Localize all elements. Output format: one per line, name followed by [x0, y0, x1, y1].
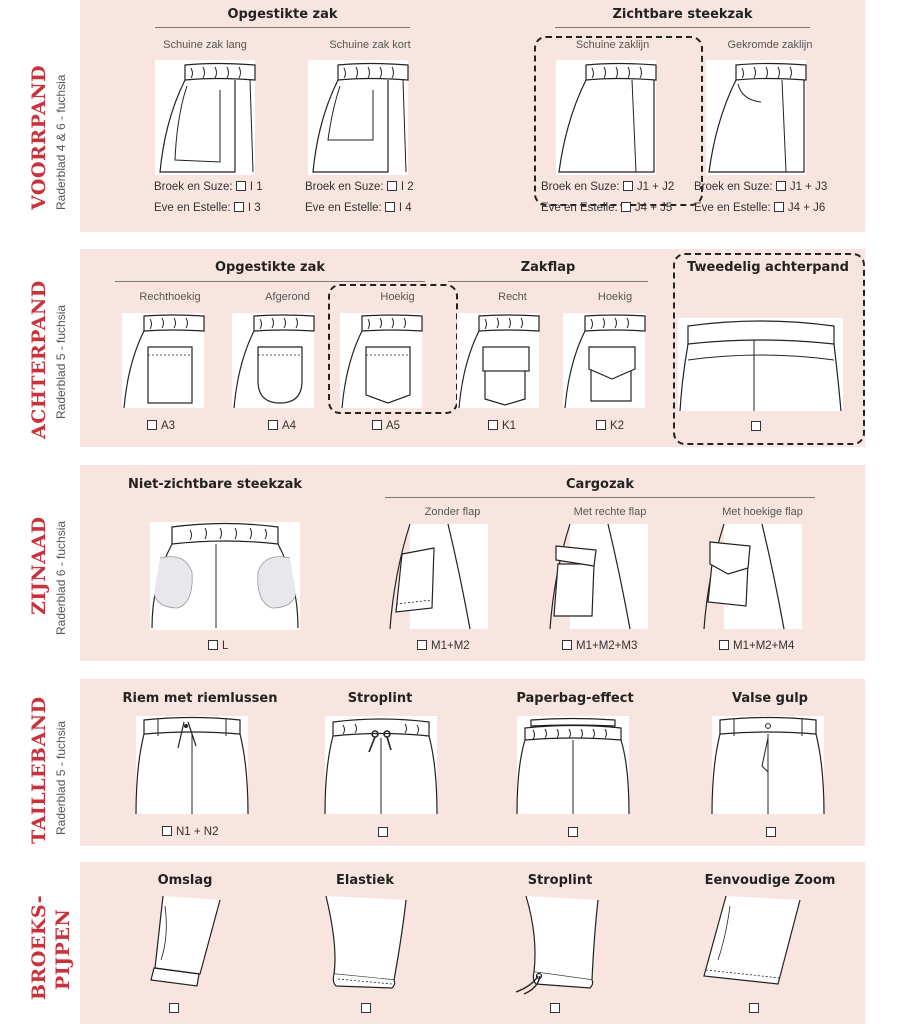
- broekspijpen-side-label: [28, 862, 80, 1024]
- zijnaad-side-label: [28, 465, 80, 661]
- option-label: Zonder flap: [424, 506, 481, 518]
- option-label: Rechthoekig: [139, 291, 201, 303]
- two-part-back-illustration: [678, 318, 843, 411]
- option-checkbox[interactable]: [719, 640, 729, 650]
- code-value: A3: [161, 420, 176, 432]
- achterpand-group2-title: Zakflap: [520, 260, 576, 275]
- back-flap-straight-illustration: [457, 313, 539, 408]
- code-value: J4 + J5: [634, 202, 673, 214]
- group-divider: [555, 27, 810, 28]
- front-pocket-long-illustration: [155, 60, 255, 175]
- paperbag-waist-illustration: [517, 716, 629, 814]
- code-value: A5: [386, 420, 401, 432]
- code-label: Broek en Suze:: [305, 181, 384, 193]
- option-checkbox[interactable]: [387, 181, 397, 191]
- option-checkbox[interactable]: [162, 826, 172, 836]
- option-code-line: [694, 202, 825, 214]
- option-label: Recht: [498, 291, 527, 303]
- option-checkbox[interactable]: [372, 420, 382, 430]
- tailleband-side-label: [28, 679, 80, 846]
- option-checkbox[interactable]: [774, 202, 784, 212]
- option-title: Valse gulp: [732, 691, 808, 706]
- voorpand-group2-title: Zichtbare steekzak: [612, 7, 753, 22]
- front-slanted-pocket-illustration: [556, 60, 656, 175]
- code-value: I 1: [249, 181, 263, 193]
- code-value: L: [222, 640, 229, 652]
- voorpand-title: VOORRPAND: [28, 64, 50, 210]
- code-value: I 4: [398, 202, 412, 214]
- code-label: Broek en Suze:: [541, 181, 620, 193]
- code-label: Broek en Suze:: [154, 181, 233, 193]
- broekspijpen-title-line2: PIJPEN: [52, 908, 74, 990]
- option-title: Stroplint: [347, 691, 413, 706]
- code-value: K2: [610, 420, 625, 432]
- option-title: Stroplint: [527, 873, 593, 888]
- option-code-line: [147, 420, 175, 432]
- code-label: Eve en Estelle:: [305, 202, 382, 214]
- code-value: J1 + J3: [789, 181, 828, 193]
- option-code-line: [162, 826, 219, 838]
- option-label: Gekromde zaklijn: [727, 39, 813, 51]
- group-divider: [385, 497, 815, 498]
- code-value: M1+M2+M4: [733, 640, 795, 652]
- option-checkbox[interactable]: [562, 640, 572, 650]
- option-checkbox[interactable]: [378, 827, 388, 837]
- code-value: J1 + J2: [636, 181, 675, 193]
- option-checkbox[interactable]: [169, 1003, 179, 1013]
- achterpand-title: ACHTERPAND: [28, 280, 50, 439]
- code-value: J4 + J6: [787, 202, 826, 214]
- code-value: M1+M2: [431, 640, 470, 652]
- option-code-line: [154, 181, 263, 193]
- achterpand-subtitle: Raderblad 5 - fuchsia: [54, 304, 68, 419]
- option-checkbox[interactable]: [776, 181, 786, 191]
- front-pocket-short-illustration: [308, 60, 408, 175]
- option-label: Schuine zak kort: [329, 39, 411, 51]
- option-code-line: [694, 181, 827, 193]
- back-flap-angled-illustration: [563, 313, 645, 408]
- cargo-straight-flap-illustration: [548, 524, 648, 629]
- option-title: Paperbag-effect: [516, 691, 634, 706]
- option-code-line: [154, 202, 261, 214]
- option-checkbox[interactable]: [147, 420, 157, 430]
- leg-cuff-illustration: [145, 896, 220, 988]
- leg-elastic-illustration: [322, 896, 412, 988]
- option-title: Elastiek: [336, 873, 394, 888]
- option-code-line: [208, 640, 228, 652]
- code-value: I 2: [400, 181, 414, 193]
- back-pocket-rounded-illustration: [232, 313, 314, 408]
- cargo-angled-flap-illustration: [702, 524, 802, 629]
- option-checkbox[interactable]: [361, 1003, 371, 1013]
- cargo-no-flap-illustration: [388, 524, 488, 629]
- code-label: Eve en Estelle:: [154, 202, 231, 214]
- front-curved-pocket-illustration: [706, 60, 806, 175]
- option-label: Hoekig: [380, 291, 415, 303]
- option-checkbox[interactable]: [236, 181, 246, 191]
- zijnaad-group2-title: Cargozak: [566, 477, 634, 492]
- voorpand-subtitle: Raderblad 4 & 6 - fuchsia: [54, 74, 68, 210]
- option-checkbox[interactable]: [488, 420, 498, 430]
- option-label: Met rechte flap: [573, 506, 647, 518]
- achterpand-group1-title: Opgestikte zak: [214, 260, 326, 275]
- fake-fly-illustration: [712, 716, 824, 814]
- option-code-line: [562, 640, 637, 652]
- option-checkbox[interactable]: [417, 640, 427, 650]
- option-label: Schuine zaklijn: [575, 39, 650, 51]
- option-title: Eenvoudige Zoom: [704, 873, 836, 888]
- code-label: Broek en Suze:: [694, 181, 773, 193]
- option-code-line: [305, 181, 414, 193]
- side-hidden-pocket-illustration: [150, 522, 300, 630]
- code-label: Eve en Estelle:: [694, 202, 771, 214]
- option-code-line: [541, 202, 672, 214]
- zijnaad-subtitle: Raderblad 6 - fuchsia: [54, 520, 68, 635]
- group-divider: [115, 281, 425, 282]
- drawstring-waist-illustration: [325, 716, 437, 814]
- zijnaad-group1-title: Niet-zichtbare steekzak: [127, 477, 302, 492]
- option-checkbox[interactable]: [234, 202, 244, 212]
- option-label: Hoekig: [597, 291, 633, 303]
- voorpand-side-label: [28, 0, 80, 232]
- option-code-line: [305, 202, 412, 214]
- group-divider: [448, 281, 648, 282]
- leg-simple-hem-illustration: [700, 896, 800, 988]
- option-label: Afgerond: [265, 291, 310, 303]
- option-checkbox[interactable]: [596, 420, 606, 430]
- back-pocket-rectangular-illustration: [122, 313, 204, 408]
- tailleband-title: TAILLEBAND: [28, 696, 50, 844]
- leg-drawstring-illustration: [512, 896, 600, 996]
- code-value: A4: [282, 420, 297, 432]
- zijnaad-title: ZIJNAAD: [28, 516, 50, 615]
- code-value: I 3: [247, 202, 261, 214]
- option-code-line: [372, 420, 400, 432]
- option-checkbox[interactable]: [550, 1003, 560, 1013]
- code-value: N1 + N2: [176, 826, 219, 838]
- option-checkbox[interactable]: [766, 827, 776, 837]
- option-title: Riem met riemlussen: [122, 691, 278, 706]
- code-value: M1+M2+M3: [576, 640, 638, 652]
- code-value: K1: [502, 420, 517, 432]
- option-checkbox[interactable]: [568, 827, 578, 837]
- option-label: Met hoekige flap: [722, 506, 803, 518]
- tailleband-subtitle: Raderblad 5 - fuchsia: [54, 720, 68, 835]
- option-checkbox[interactable]: [268, 420, 278, 430]
- option-checkbox[interactable]: [751, 421, 761, 431]
- option-code-line: [596, 420, 624, 432]
- broekspijpen-title-line1: BROEKS-: [28, 894, 50, 1000]
- voorpand-group1-title: Opgestikte zak: [227, 7, 338, 22]
- option-code-line: [268, 420, 296, 432]
- option-code-line: [719, 640, 794, 652]
- option-checkbox[interactable]: [621, 202, 631, 212]
- belt-loops-illustration: [136, 716, 248, 814]
- option-code-line: [488, 420, 516, 432]
- option-checkbox[interactable]: [623, 181, 633, 191]
- option-checkbox[interactable]: [385, 202, 395, 212]
- code-label: Eve en Estelle:: [541, 202, 618, 214]
- option-checkbox[interactable]: [749, 1003, 759, 1013]
- achterpand-group3-title: Tweedelig achterpand: [687, 260, 849, 275]
- option-label: Schuine zak lang: [163, 39, 247, 51]
- option-code-line: [541, 181, 674, 193]
- option-checkbox[interactable]: [208, 640, 218, 650]
- group-divider: [155, 27, 410, 28]
- option-code-line: [417, 640, 470, 652]
- back-pocket-angled-illustration: [340, 313, 422, 408]
- achterpand-side-label: [28, 249, 80, 447]
- option-title: Omslag: [157, 873, 213, 888]
